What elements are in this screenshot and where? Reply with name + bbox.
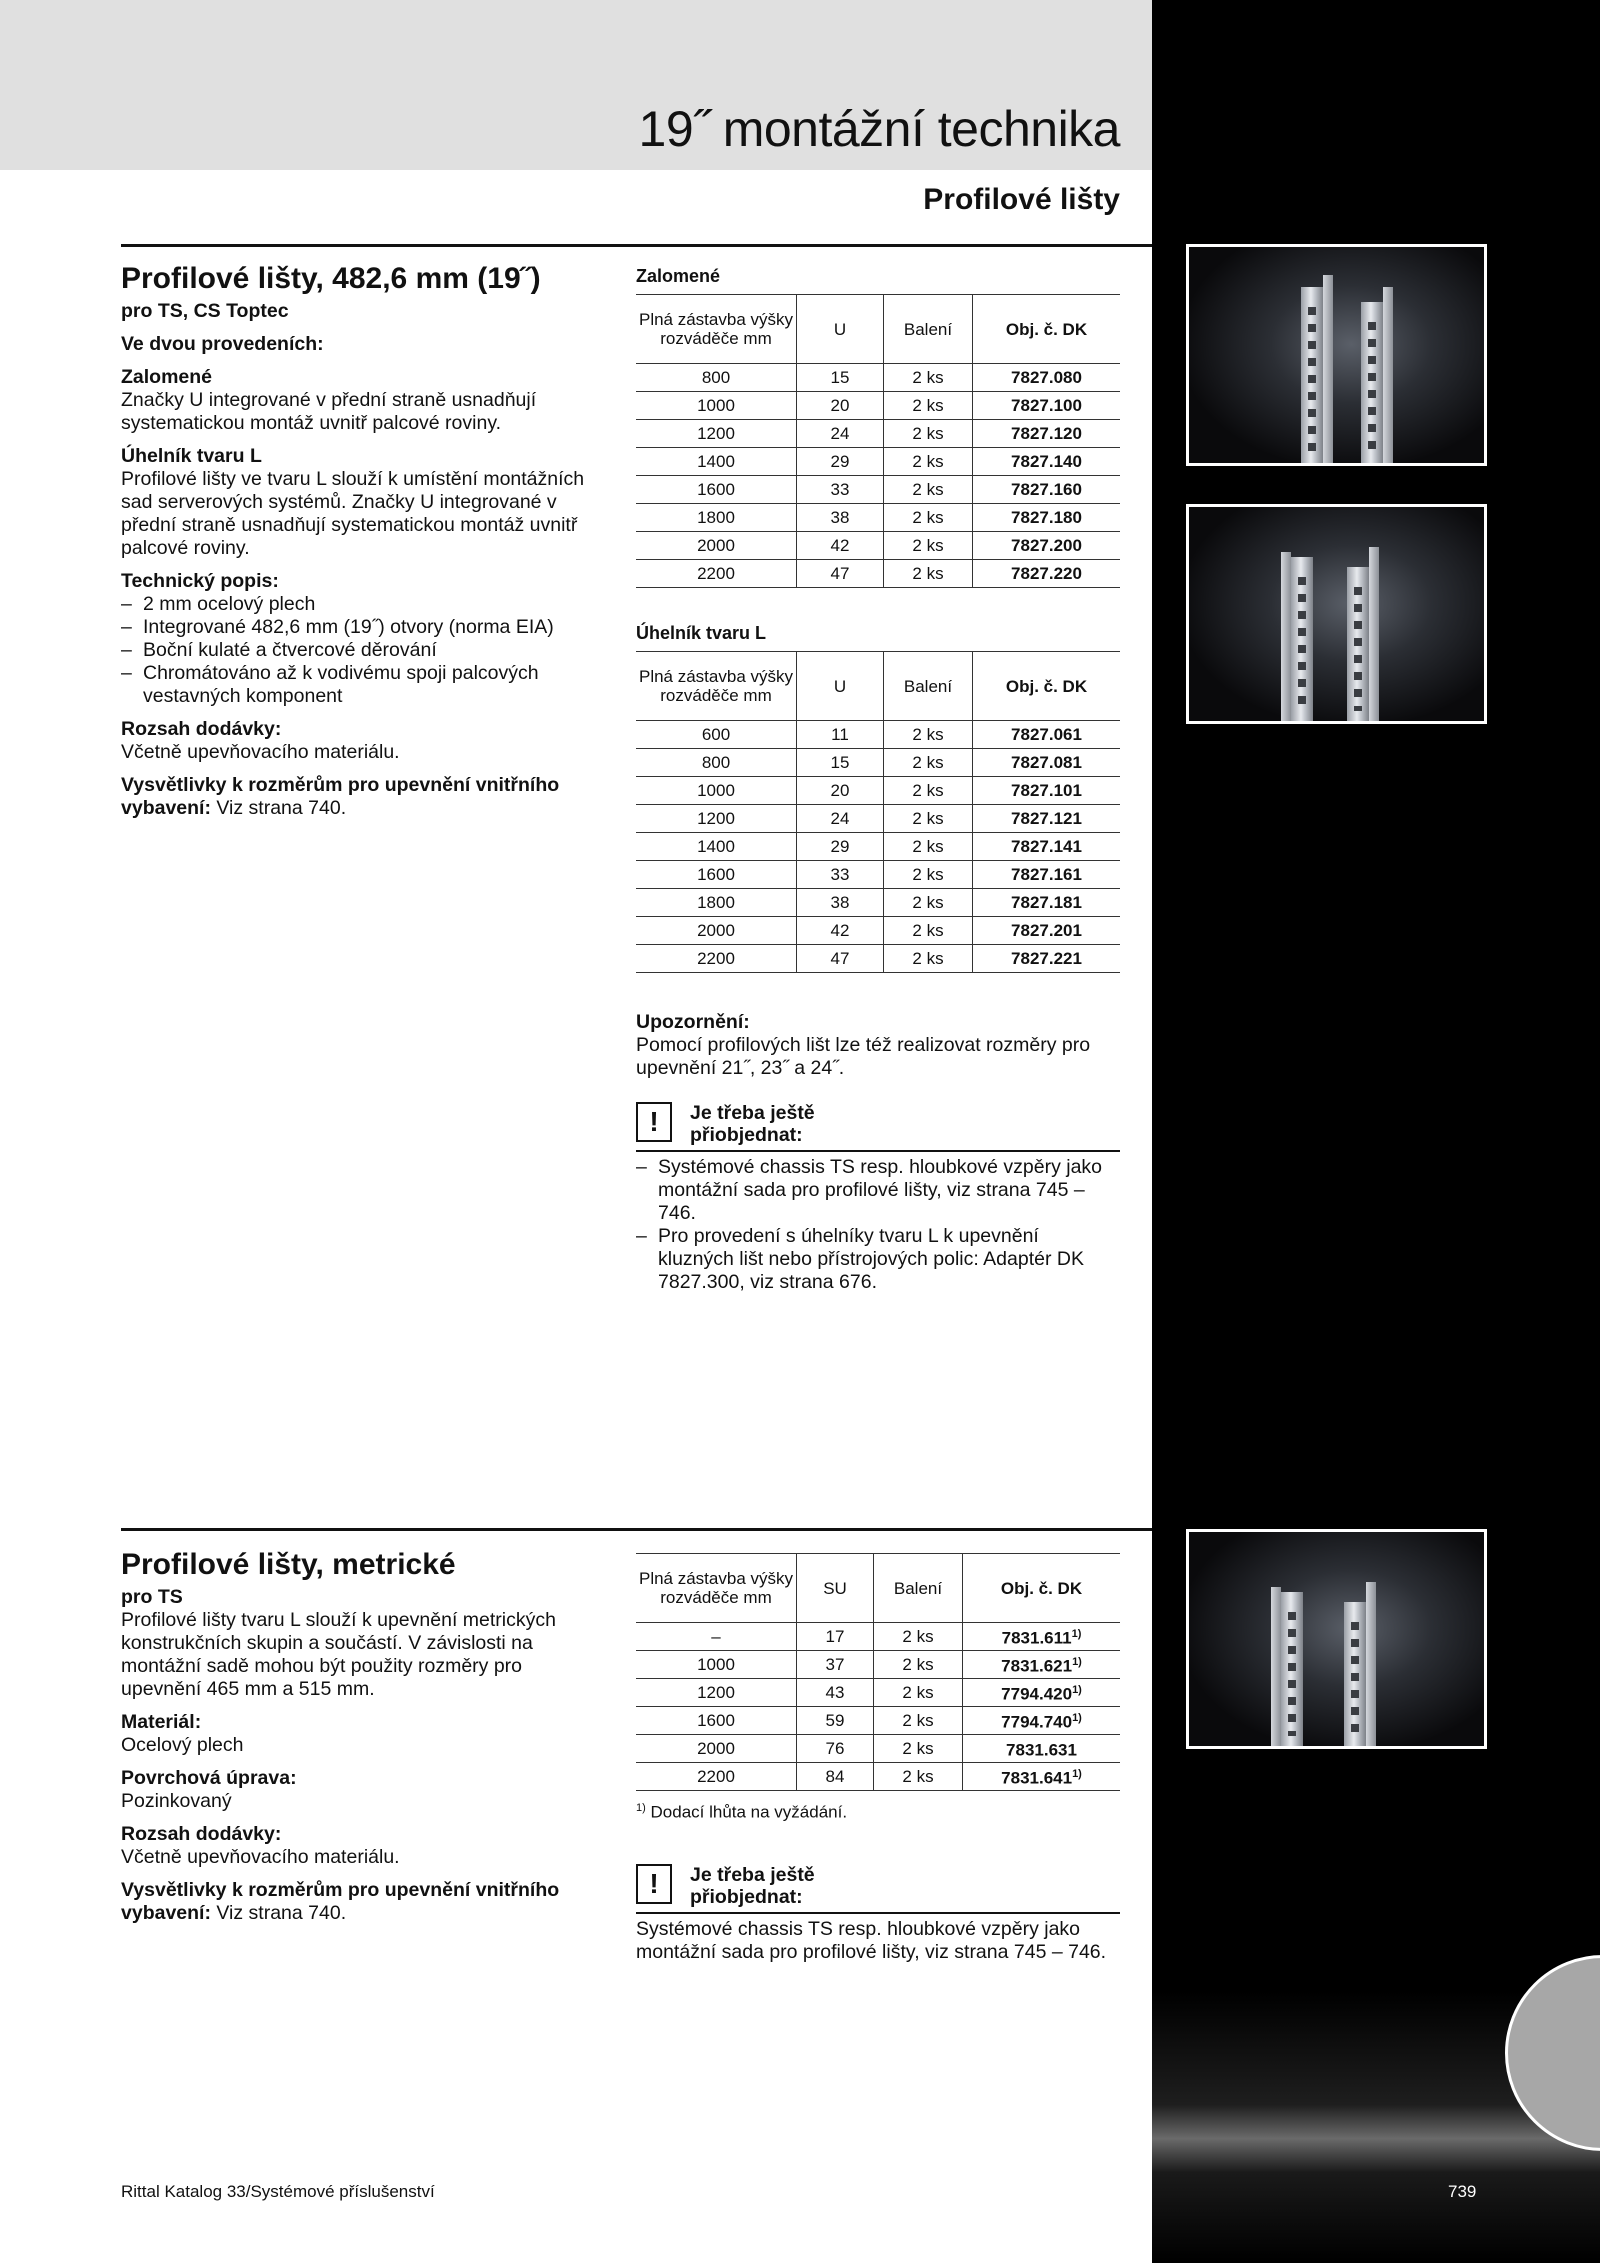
tech-list <box>121 593 601 708</box>
cell <box>963 1707 1121 1735</box>
rail-shape <box>1347 567 1369 721</box>
notice-title: Upozornění: <box>636 1011 750 1033</box>
table-zalomene-caption: Zalomené <box>636 266 721 286</box>
section-rule-2 <box>121 1528 1152 1531</box>
section1-subheading: pro TS, CS Toptec <box>121 300 289 322</box>
cell: 7827.100 <box>973 392 1121 420</box>
cell: 800 <box>636 364 797 392</box>
cell: 2000 <box>636 532 797 560</box>
cell: 2 ks <box>884 420 973 448</box>
cell: 11 <box>797 721 884 749</box>
zalomene-text: Značky U integrované v přední straně usnadňují systematickou montáž uvnitř palcové roviny. <box>121 389 537 434</box>
cell: 2200 <box>636 560 797 588</box>
cell: 29 <box>797 833 884 861</box>
cell: 1600 <box>636 476 797 504</box>
order-item: – Systémové chassis TS resp. hloubkové vzpěry jako montážní sada pro profilové lišty, viz strana 745 – 746. <box>636 1156 1120 1225</box>
tech-item: – Chromátováno až k vodivému spoji palcových vestavných komponent <box>121 662 601 708</box>
order-number: 7831.641 <box>1001 1768 1073 1788</box>
cell <box>963 1735 1121 1763</box>
rail-shape <box>1281 1592 1303 1746</box>
uhelnik-text: Profilové lišty ve tvaru L slouží k umístění montážních sad serverových systémů. Značky U integrované v přední straně usnadňují systematickou montáž uvnitř palcové roviny. <box>121 468 585 559</box>
cell: 2 ks <box>874 1707 963 1735</box>
cell: 2 ks <box>884 504 973 532</box>
cell: 600 <box>636 721 797 749</box>
table-row <box>636 1735 1120 1763</box>
cell: 24 <box>797 805 884 833</box>
cell: 2 ks <box>884 945 973 973</box>
scope-title: Rozsah dodávky: <box>121 718 282 740</box>
order-box-2 <box>636 1864 1120 1908</box>
table-row <box>636 560 1120 588</box>
cell: 7827.061 <box>973 721 1121 749</box>
order-number: 7794.740 <box>1001 1712 1073 1732</box>
tech-item: – Boční kulaté a čtvercové děrování <box>121 639 601 662</box>
cell: 2200 <box>636 945 797 973</box>
order-number: 7794.420 <box>1001 1684 1073 1704</box>
cell: 2 ks <box>884 833 973 861</box>
footnote-mark: 1) <box>636 1802 646 1814</box>
tech-item: – 2 mm ocelový plech <box>121 593 601 616</box>
cell: 1800 <box>636 889 797 917</box>
rail-flange-shape <box>1323 275 1333 463</box>
scope-text: Včetně upevňovacího materiálu. <box>121 741 400 763</box>
footnote-mark: 1) <box>1071 1628 1082 1641</box>
explain2-title: Vysvětlivky k rozměrům pro upevnění vnitřního vybavení: <box>121 1879 560 1924</box>
cell: 15 <box>797 364 884 392</box>
cell: 1600 <box>636 861 797 889</box>
cell: 29 <box>797 448 884 476</box>
surface-text: Pozinkovaný <box>121 1790 232 1812</box>
table-uhelnik-caption: Úhelník tvaru L <box>636 623 767 643</box>
cell: 7827.081 <box>973 749 1121 777</box>
tech-item: – Integrované 482,6 mm (19˝) otvory (norma EIA) <box>121 616 601 639</box>
rail-flange-shape <box>1281 552 1291 721</box>
cell: 2 ks <box>884 392 973 420</box>
rail-shape <box>1291 557 1313 721</box>
table-footnote <box>636 1797 1120 1824</box>
cell: 7827.161 <box>973 861 1121 889</box>
cell: 42 <box>797 917 884 945</box>
cell: 1200 <box>636 420 797 448</box>
photo-zalomene <box>1186 244 1487 466</box>
cell: 2 ks <box>884 861 973 889</box>
cell: 42 <box>797 532 884 560</box>
cell: 1600 <box>636 1707 797 1735</box>
cell: 7827.080 <box>973 364 1121 392</box>
cell: 2 ks <box>884 917 973 945</box>
section1-text <box>121 262 601 820</box>
cell: 1400 <box>636 448 797 476</box>
cell: 7827.200 <box>973 532 1121 560</box>
table-row <box>636 1707 1120 1735</box>
col-header: Plná zástavba výšky rozváděče mm <box>636 652 797 721</box>
variants-label: Ve dvou provedeních: <box>121 333 324 355</box>
order-number: 7831.611 <box>1001 1628 1072 1648</box>
table-row <box>636 476 1120 504</box>
explain-text: Viz strana 740. <box>210 797 347 819</box>
order-number: 7831.621 <box>1001 1656 1073 1676</box>
section2-intro: Profilové lišty tvaru L slouží k upevnění metrických konstrukčních skupin a součástí. V závislosti na montážní sadě mohou být použity rozměry pro upevnění 465 mm a 515 mm. <box>121 1609 556 1700</box>
col-header: U <box>797 295 884 364</box>
cell: 33 <box>797 476 884 504</box>
col-header: Obj. č. DK <box>973 295 1121 364</box>
section-rule-1 <box>121 244 1152 247</box>
table-row <box>636 861 1120 889</box>
order-list <box>636 1156 1120 1294</box>
order-title-line: přiobjednat: <box>690 1885 803 1908</box>
footnote-mark: 1) <box>1072 1684 1082 1697</box>
table-zalomene <box>636 294 1120 588</box>
table-row <box>636 504 1120 532</box>
cell <box>963 1651 1121 1679</box>
cell: 1000 <box>636 777 797 805</box>
cell: 7827.221 <box>973 945 1121 973</box>
cell: 7827.121 <box>973 805 1121 833</box>
material-title: Materiál: <box>121 1711 202 1733</box>
cell: 800 <box>636 749 797 777</box>
tech-title: Technický popis: <box>121 570 279 592</box>
table-row <box>636 364 1120 392</box>
table-metric <box>636 1553 1120 1791</box>
cell: 2 ks <box>874 1679 963 1707</box>
warning-exclamation-icon: ! <box>636 1102 672 1142</box>
cell <box>963 1623 1121 1651</box>
col-header: Obj. č. DK <box>963 1554 1121 1623</box>
cell: 76 <box>797 1735 874 1763</box>
table-row <box>636 1763 1120 1791</box>
order-title-line: přiobjednat: <box>690 1124 803 1146</box>
table-row <box>636 721 1120 749</box>
table-row <box>636 917 1120 945</box>
explain2-paragraph <box>121 1879 601 1925</box>
zalomene-title: Zalomené <box>121 366 213 388</box>
cell: 2 ks <box>884 532 973 560</box>
cell: 7827.201 <box>973 917 1121 945</box>
col-header: U <box>797 652 884 721</box>
notice-text: Pomocí profilových lišt lze též realizovat rozměry pro upevnění 21˝, 23˝ a 24˝. <box>636 1034 1091 1079</box>
cell: 38 <box>797 504 884 532</box>
cell: 20 <box>797 777 884 805</box>
page-title: 19˝ montážní technika <box>638 101 1120 157</box>
rail-shape <box>1344 1602 1366 1746</box>
cell: 2 ks <box>884 749 973 777</box>
cell: 38 <box>797 889 884 917</box>
material-text: Ocelový plech <box>121 1734 244 1756</box>
page-number: 739 <box>1448 2182 1477 2201</box>
order-title-line: Je třeba ještě <box>690 1863 815 1886</box>
section2-subheading: pro TS <box>121 1586 183 1608</box>
col-header: Balení <box>874 1554 963 1623</box>
table-row <box>636 889 1120 917</box>
cell: 2 ks <box>884 448 973 476</box>
col-header: Obj. č. DK <box>973 652 1121 721</box>
table-row <box>636 1651 1120 1679</box>
cell: 84 <box>797 1763 874 1791</box>
table-row <box>636 1679 1120 1707</box>
cell: 7827.160 <box>973 476 1121 504</box>
cell: 2000 <box>636 1735 797 1763</box>
cell: 20 <box>797 392 884 420</box>
warning-exclamation-icon: ! <box>636 1864 672 1904</box>
rail-flange-shape <box>1366 1582 1376 1746</box>
table-row <box>636 392 1120 420</box>
photo-metric <box>1186 1529 1487 1749</box>
explain2-text: Viz strana 740. <box>210 1902 347 1924</box>
col-header: SU <box>797 1554 874 1623</box>
cell: 2000 <box>636 917 797 945</box>
cell: 2 ks <box>884 889 973 917</box>
cell: 2200 <box>636 1763 797 1791</box>
footnote-mark: 1) <box>1072 1656 1082 1669</box>
cell: 47 <box>797 945 884 973</box>
cell: 1200 <box>636 1679 797 1707</box>
table-row <box>636 805 1120 833</box>
cell: – <box>636 1623 797 1651</box>
cell: 2 ks <box>884 364 973 392</box>
rail-flange-shape <box>1383 287 1393 463</box>
footnote-mark: 1) <box>1072 1768 1082 1781</box>
cell: 1000 <box>636 392 797 420</box>
cell: 2 ks <box>874 1763 963 1791</box>
page-subtitle: Profilové lišty <box>923 183 1120 216</box>
cell: 2 ks <box>884 476 973 504</box>
uhelnik-title: Úhelník tvaru L <box>121 445 262 467</box>
table-row <box>636 777 1120 805</box>
section2-text <box>121 1548 601 1925</box>
cell: 24 <box>797 420 884 448</box>
order-box-1 <box>636 1102 1120 1146</box>
cell: 7827.140 <box>973 448 1121 476</box>
cell: 2 ks <box>884 721 973 749</box>
cell: 7827.181 <box>973 889 1121 917</box>
order-title-line: Je třeba ještě <box>690 1102 815 1124</box>
cell: 59 <box>797 1707 874 1735</box>
table-row <box>636 833 1120 861</box>
section2-heading: Profilové lišty, metrické <box>121 1548 456 1581</box>
surface-title: Povrchová úprava: <box>121 1767 297 1789</box>
col-header: Plná zástavba výšky rozváděče mm <box>636 1554 797 1623</box>
cell: 47 <box>797 560 884 588</box>
table-row <box>636 420 1120 448</box>
cell: 7827.101 <box>973 777 1121 805</box>
cell: 2 ks <box>874 1623 963 1651</box>
cell: 37 <box>797 1651 874 1679</box>
cell: 7827.180 <box>973 504 1121 532</box>
cell: 7827.120 <box>973 420 1121 448</box>
footnote-mark: 1) <box>1072 1712 1082 1725</box>
cell: 2 ks <box>874 1735 963 1763</box>
order-rule <box>636 1150 1120 1152</box>
photo-uhelnik <box>1186 504 1487 724</box>
cell <box>963 1679 1121 1707</box>
order-item: – Pro provedení s úhelníky tvaru L k upevnění kluzných lišt nebo přístrojových polic: Adaptér DK 7827.300, viz strana 676. <box>636 1225 1120 1294</box>
cell: 1200 <box>636 805 797 833</box>
cell: 2 ks <box>874 1651 963 1679</box>
table-row <box>636 749 1120 777</box>
order2-text: Systémové chassis TS resp. hloubkové vzpěry jako montážní sada pro profilové lišty, viz strana 745 – 746. <box>636 1917 1107 1963</box>
cell: 1800 <box>636 504 797 532</box>
explain-paragraph <box>121 774 601 820</box>
cell: 1000 <box>636 1651 797 1679</box>
cell: 43 <box>797 1679 874 1707</box>
scope2-text: Včetně upevňovacího materiálu. <box>121 1846 400 1868</box>
cell: 2 ks <box>884 560 973 588</box>
table-uhelnik <box>636 651 1120 973</box>
cell: 7827.220 <box>973 560 1121 588</box>
table-row <box>636 448 1120 476</box>
rail-shape <box>1301 287 1323 463</box>
col-header: Balení <box>884 295 973 364</box>
order-title <box>690 1864 815 1908</box>
rail-flange-shape <box>1369 547 1379 721</box>
rail-flange-shape <box>1271 1587 1281 1746</box>
col-header: Plná zástavba výšky rozváděče mm <box>636 295 797 364</box>
order-number: 7831.631 <box>1006 1740 1077 1760</box>
cell: 1400 <box>636 833 797 861</box>
cell: 2 ks <box>884 805 973 833</box>
table-row <box>636 532 1120 560</box>
table-row <box>636 1623 1120 1651</box>
footer-catalog: Rittal Katalog 33/Systémové příslušenství <box>121 2182 435 2201</box>
cell: 2 ks <box>884 777 973 805</box>
table-row <box>636 945 1120 973</box>
cell <box>963 1763 1121 1791</box>
scope2-title: Rozsah dodávky: <box>121 1823 282 1845</box>
cell: 7827.141 <box>973 833 1121 861</box>
cell: 17 <box>797 1623 874 1651</box>
footnote-text: Dodací lhůta na vyžádání. <box>645 1802 848 1822</box>
cell: 33 <box>797 861 884 889</box>
section2-table-area <box>636 1553 1120 1964</box>
order-title <box>690 1102 815 1146</box>
rail-shape <box>1361 302 1383 463</box>
section1-heading: Profilové lišty, 482,6 mm (19˝) <box>121 262 541 295</box>
section1-tables <box>636 265 1120 1294</box>
explain-title: Vysvětlivky k rozměrům pro upevnění vnitřního vybavení: <box>121 774 560 819</box>
notice-block <box>636 1011 1120 1080</box>
cell: 15 <box>797 749 884 777</box>
col-header: Balení <box>884 652 973 721</box>
order-rule <box>636 1912 1120 1914</box>
